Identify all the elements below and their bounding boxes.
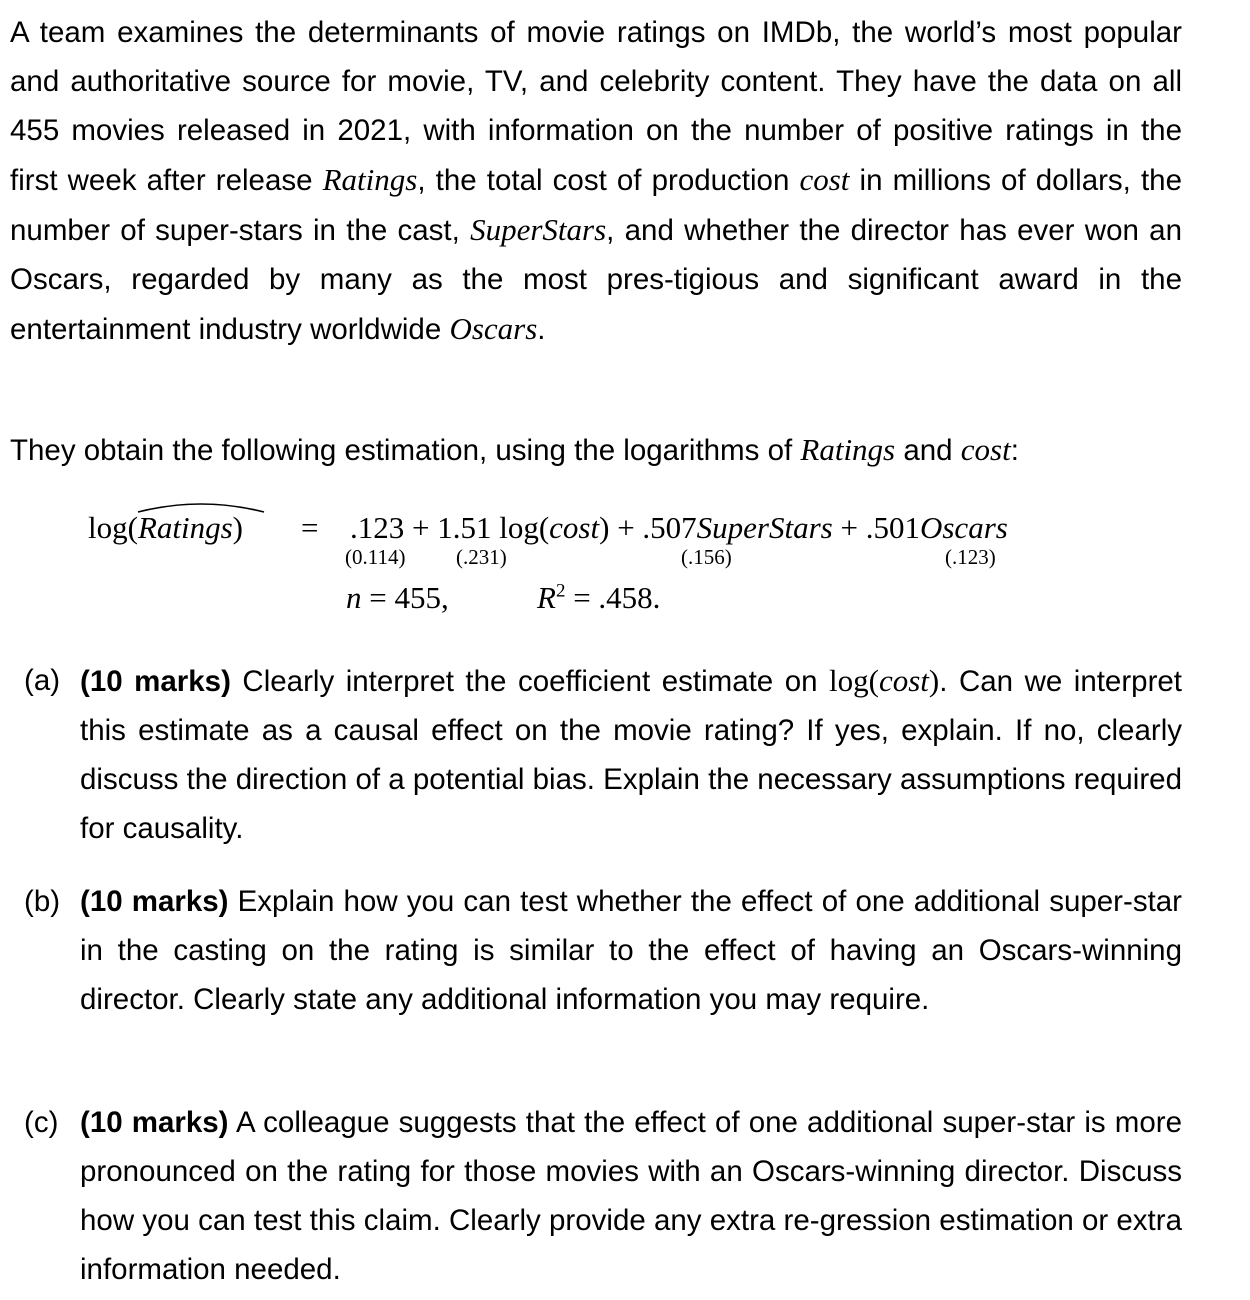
lhs-log: log( <box>88 510 138 545</box>
question-marks: (10 marks) <box>80 885 229 918</box>
equation-rhs <box>350 510 1008 546</box>
n-var: n <box>346 580 362 615</box>
sample-size <box>346 580 449 616</box>
intro-text-4: , and whether the director has ever won an Oscars, regarded by many as the most pres-tigious and significant award in the entertainment industry worldwide <box>10 214 1182 346</box>
lead-var-cost: cost <box>960 432 1011 467</box>
se-log-cost: (.231) <box>456 545 507 569</box>
intro-text-3: in millions of dollars, the number of super-stars in the cast, <box>10 164 1182 247</box>
r-var: R <box>537 580 556 615</box>
se-intercept: (0.114) <box>345 545 406 569</box>
math-log-close: ) <box>928 663 940 698</box>
intro-text-5: . <box>537 313 546 346</box>
r-squared <box>537 580 660 616</box>
log-open: log( <box>499 510 550 545</box>
rhs-var-oscars: Oscars <box>919 510 1008 545</box>
intro-text-1: A team examines the determinants of movie ratings on IMDb, the world’s most popular and authoritative source for movie, TV, and celebrity content. They have the data on all 455 movies released in 2021, with information on the number of positive ratings in the first week after release <box>10 16 1182 197</box>
question-text: Explain how you can test whether the effect of one additional super-star in the casting on the rating is similar to the effect of having an Oscars-winning director. Clearly state any additional information you may require. <box>80 885 1182 1016</box>
lhs-close: ) <box>232 510 243 545</box>
se-oscars: (.123) <box>945 545 996 569</box>
question-c <box>24 1098 1182 1294</box>
question-text: Clearly interpret the coefficient estimate on <box>230 665 830 698</box>
lhs-var-ratings: Ratings <box>137 510 233 545</box>
lead-text-2: and <box>895 434 961 467</box>
lead-text-3: : <box>1010 434 1019 467</box>
intro-text-2: , the total cost of production <box>417 164 800 197</box>
question-b <box>24 877 1182 1024</box>
log-close: ) <box>599 510 610 545</box>
coef-oscars: .501 <box>865 510 920 545</box>
n-value: = 455, <box>361 580 449 615</box>
question-body <box>80 656 1182 853</box>
intercept-estimate: .123 <box>350 510 405 545</box>
question-marks: (10 marks) <box>80 665 231 698</box>
lead-text-1: They obtain the following estimation, using the logarithms of <box>10 434 801 467</box>
widehat-icon <box>136 500 266 514</box>
question-label: (c) <box>24 1106 59 1139</box>
rhs-var-cost: cost <box>549 510 600 545</box>
var-ratings: Ratings <box>322 162 418 197</box>
r2-value: = .458. <box>565 580 661 615</box>
math-log-open: log( <box>829 663 879 698</box>
equation-lhs <box>88 510 243 546</box>
rhs-var-superstars: SuperStars <box>696 510 833 545</box>
var-cost: cost <box>799 162 850 197</box>
var-oscars: Oscars <box>449 311 538 346</box>
math-var-cost: cost <box>878 663 929 698</box>
intro-paragraph <box>10 8 1182 354</box>
question-label: (b) <box>24 885 61 918</box>
var-superstars: SuperStars <box>470 212 607 247</box>
question-text: . Can we interpret this estimate as a causal effect on the movie rating? If yes, explain. If no, clearly discuss the direction of a potential bias. Explain the necessary assumptions required for causality. <box>80 665 1182 845</box>
lead-var-ratings: Ratings <box>800 432 896 467</box>
plus-sign: + <box>412 510 430 545</box>
question-body <box>80 877 1182 1024</box>
coef-superstars: .507 <box>642 510 697 545</box>
se-superstars: (.156) <box>681 545 732 569</box>
question-label: (a) <box>24 664 61 697</box>
question-a <box>24 656 1182 853</box>
hat-accent <box>138 510 233 546</box>
plus-sign: + <box>617 510 635 545</box>
equals-sign: = <box>301 510 319 545</box>
question-text: A colleague suggests that the effect of one additional super-star is more pronounced on the rating for those movies with an Oscars-winning director. Discuss how you can test this claim. Clearly provide any extra re-gression estimation or extra information needed. <box>80 1106 1182 1286</box>
coef-log-cost: 1.51 <box>437 510 492 545</box>
r-superscript: 2 <box>555 580 566 602</box>
plus-sign: + <box>840 510 858 545</box>
question-body <box>80 1098 1182 1294</box>
question-marks: (10 marks) <box>80 1106 229 1139</box>
estimation-lead-sentence <box>10 425 1182 475</box>
